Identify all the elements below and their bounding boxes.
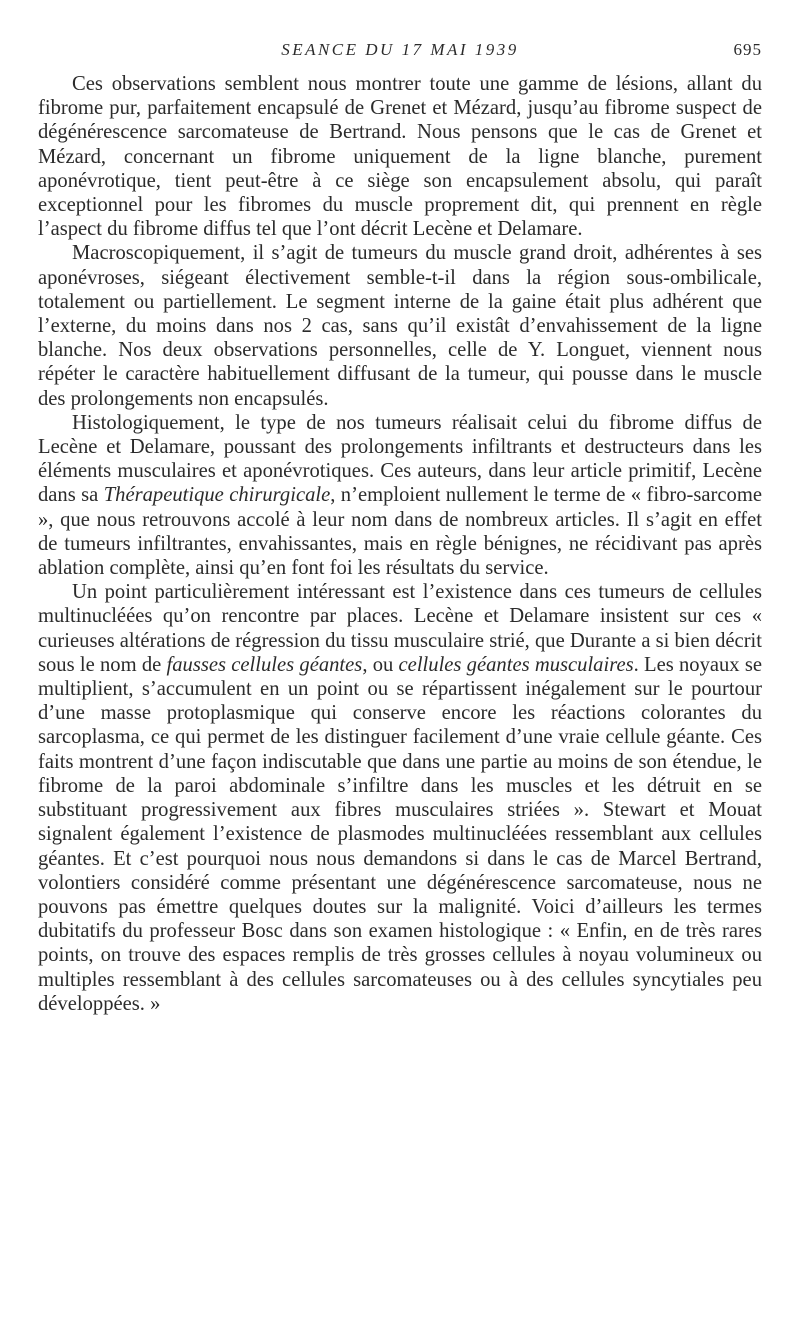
text-segment: , ou	[362, 653, 399, 676]
paragraph-1	[38, 72, 762, 241]
italic-title-segment: Thérapeutique chirurgicale	[103, 484, 331, 507]
body-text	[38, 72, 762, 1016]
text-segment: Un point particulièrement intéressant est l’existence dans ces tumeurs de cellules multinucléées qu’on rencontre par places. Lecène et Delamare insistent sur ces « curieuses altérations de régression du tissu musculaire strié, que Durante a si bien décrit sous le nom de	[38, 581, 762, 676]
text-segment: Ces observations semblent nous montrer toute une gamme de lésions, allant du fibrome pur, parfaitement encapsulé de Grenet et Mézard, jusqu’au fibrome suspect de dégénérescence sarcomateuse de Bertrand. Nous pensons que le cas de Grenet et Mézard, concernant un fibrome uniquement de la ligne blanche, purement aponévrotique, tient peut-être à ce siège son encapsulement absolu, qui paraît exceptionnel pour les fibromes du muscle proprement dit, qui prennent en règle l’aspect du fibrome diffus tel que l’ont décrit Lecène et Delamare.	[38, 73, 762, 241]
text-segment: . Les noyaux se multiplient, s’accumulent en un point ou se répartissent inégalement sur le pourtour d’une masse protoplasmique qui conserve encore les réactions colorantes du sarcoplasma, ce qui permet de les distinguer facilement d’une vraie cellule géante. Ces faits montrent d’une façon indiscutable que dans une partie au moins de son étendue, le fibrome de la paroi abdominale s’infiltre dans les muscles et les détruit en se substituant progressivement aux fibres musculaires striées ». Stewart et Mouat signalent également l’existence de plasmodes multinucléées ressemblant aux cellules géantes. Et c’est pourquoi nous nous demandons si dans le cas de Marcel Bertrand, volontiers considéré comme présentant une dégénérescence sarcomateuse, nous ne pouvons pas émettre quelques doutes sur la malignité. Voici d’ailleurs les termes dubitatifs du professeur Bosc dans son examen histologique : « Enfin, en de très rares points, on trouve des espaces remplis de très grosses cellules à noyau volumineux ou multiples ressemblant à des cellules sarcomateuses ou à des cellules syncytiales peu développées. »	[38, 653, 762, 1015]
running-title: SEANCE DU 17 MAI 1939	[281, 40, 519, 59]
page-number: 695	[733, 40, 762, 59]
paragraph-4	[38, 580, 762, 1016]
text-segment: , n’emploient nullement le terme de « fibro-sarcome », que nous retrouvons accolé à leur nom dans de nombreux articles. Il s’agit en effet de tumeurs infiltrantes, envahissantes, mais en règle bénignes, ne récidivant pas après ablation complète, ainsi qu’en font foi les résultats du service.	[38, 484, 762, 580]
text-segment: Macroscopiquement, il s’agit de tumeurs du muscle grand droit, adhérentes à ses aponévroses, siégeant électivement semble-t-il dans la région sous-ombilicale, totalement ou partiellement. Le segment interne de la gaine était plus adhérent que l’externe, du moins dans nos 2 cas, sans qu’il existât d’envahissement de la ligne blanche. Nos deux observations personnelles, celle de Y. Longuet, viennent nous répéter le caractère habituellement diffusant de la tumeur, qui pousse dans le muscle des prolongements non encapsulés.	[38, 242, 762, 410]
paragraph-3	[38, 411, 762, 580]
italic-term-segment: fausses cellules géantes	[166, 653, 363, 676]
italic-term-segment: cellules géantes musculaires	[398, 653, 634, 676]
text-segment: Histologiquement, le type de nos tumeurs réalisait celui du fibrome diffus de Lecène et Delamare, poussant des prolongements infiltrants et destructeurs dans les éléments musculaires et aponévrotiques. Ces auteurs, dans leur article primitif, Lecène dans sa	[38, 411, 762, 507]
running-head	[38, 40, 762, 70]
paragraph-2	[38, 241, 762, 410]
